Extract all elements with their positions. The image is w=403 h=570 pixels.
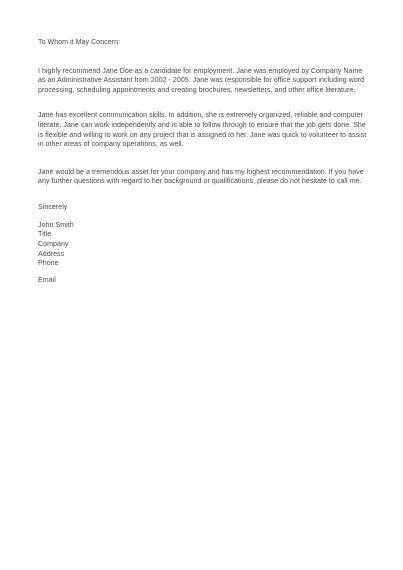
- salutation: To Whom it May Concern:: [38, 38, 121, 46]
- body-paragraph-2: Jane has excellent communication skills. In addition, she is extremely organized, reliable and computer literate. Jane can work independently and is able to follow through to ensure that the job gets done. She is flexible and willing to work on any project that is assigned to her. Jane was quick to volunteer to assist in other areas of company operations, as well.: [38, 111, 367, 149]
- signer-title: Title: [38, 230, 52, 239]
- closing: Sincerely: [38, 202, 68, 211]
- signature-block: [38, 221, 368, 270]
- body-paragraph-1: I highly recommend Jane Doe as a candidate for employment. Jane was employed by Company Name as an Administrative Assistant from 2002 - 2005. Jane was responsible for office support including word processing, scheduling appointments and creating brochures, newsletters, and other office literature.: [38, 66, 365, 94]
- body-paragraph-3: Jane would be a tremendous asset for your company and has my highest recommendation. If you have any further questions with regard to her background or qualifications, please do not hesitate to call me.: [38, 167, 364, 186]
- signer-address: Address: [38, 249, 65, 258]
- signer-company: Company: [38, 239, 69, 248]
- signer-email: Email: [38, 276, 56, 285]
- signer-phone: Phone: [38, 259, 59, 268]
- signer-name: John Smith: [38, 220, 74, 229]
- recommendation-letter: [38, 38, 368, 286]
